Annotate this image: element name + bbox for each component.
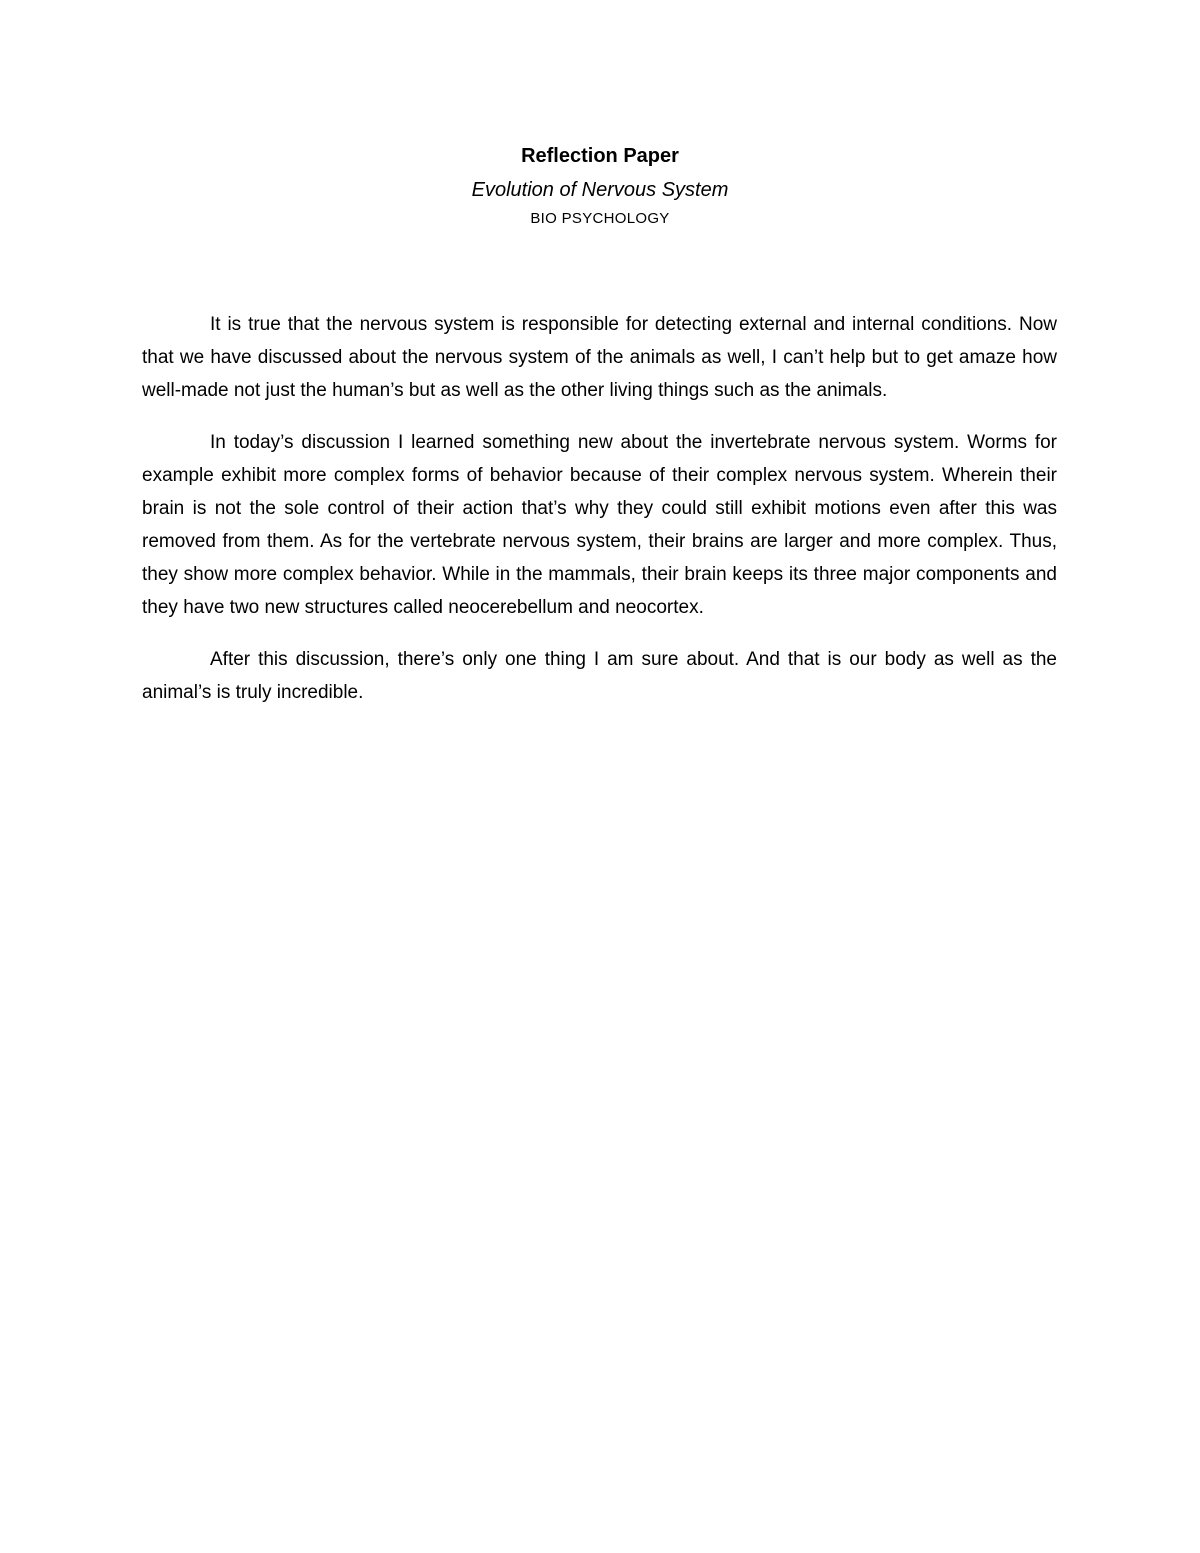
- paragraph-3: After this discussion, there’s only one thing I am sure about. And that is our body as well as the animal’s is truly incredible.: [142, 649, 1057, 703]
- course-name: BIO PSYCHOLOGY: [530, 210, 670, 227]
- document-subtitle: Evolution of Nervous System: [471, 179, 729, 201]
- document-header: [0, 142, 1200, 230]
- document-title: Reflection Paper: [521, 145, 679, 167]
- paragraph-1: It is true that the nervous system is responsible for detecting external and internal conditions. Now that we have discussed about the nervous system of the animals as well, I can’t help but to get amaze how well-made not just the human’s but as well as the other living things such as the animals.: [142, 314, 1057, 401]
- paragraph-2: In today’s discussion I learned something new about the invertebrate nervous system. Worms for example exhibit more complex forms of behavior because of their complex nervous system. Wherein their brain is not the sole control of their action that’s why they could still exhibit motions even after this was removed from them. As for the vertebrate nervous system, their brains are larger and more complex. Thus, they show more complex behavior. While in the mammals, their brain keeps its three major components and they have two new structures called neocerebellum and neocortex.: [142, 432, 1057, 618]
- document-body: [142, 308, 1057, 728]
